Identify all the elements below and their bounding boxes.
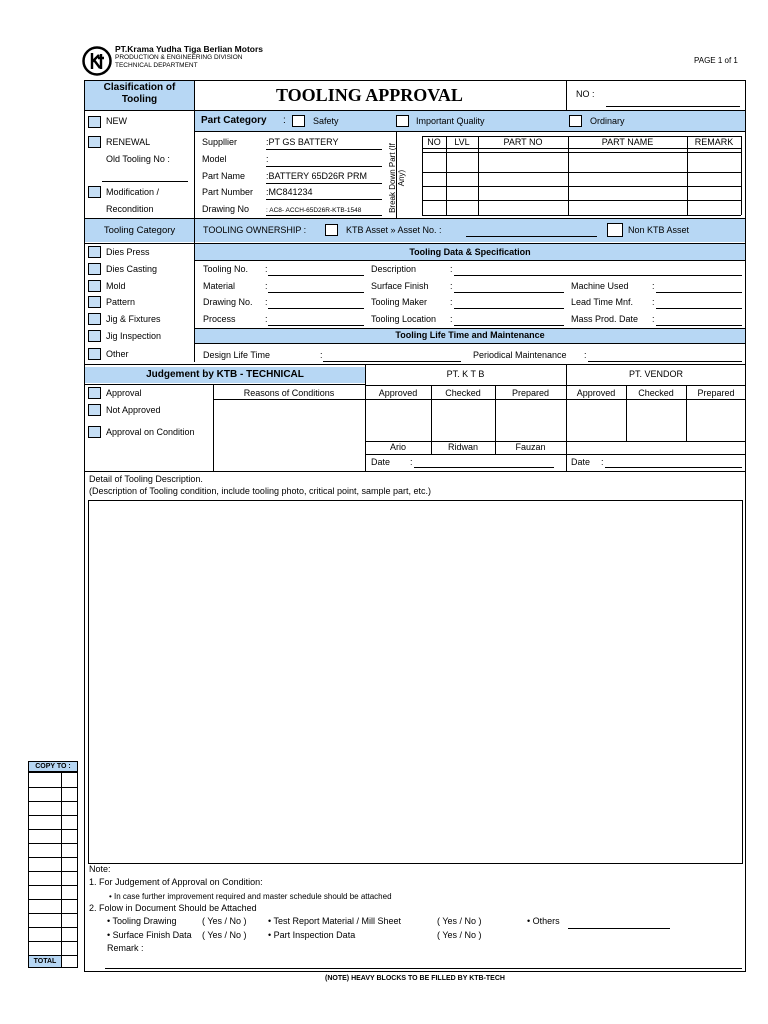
breakdown-vertical-label: Break Down Part (If Any) <box>388 143 406 213</box>
model-value[interactable]: : <box>266 154 269 164</box>
mass-prod-date-field[interactable] <box>656 325 742 326</box>
note-1: 1. For Judgement of Approval on Condition: <box>89 877 263 887</box>
ktb-signer-approved: Ario <box>389 442 406 452</box>
tooling-maker-label: Tooling Maker <box>371 297 428 307</box>
mass-prod-date-label: Mass Prod. Date <box>571 314 639 324</box>
vendor-prepared: Prepared <box>697 388 735 398</box>
approval-on-condition-checkbox[interactable] <box>88 426 101 438</box>
ordinary-label: Ordinary <box>590 116 625 126</box>
jig-fixtures-label: Jig & Fixtures <box>106 314 161 324</box>
ktb-heading: PT. K T B <box>446 369 485 379</box>
tooling-drawing-label: • Tooling Drawing <box>107 916 177 926</box>
ownership-label: TOOLING OWNERSHIP : <box>203 225 307 235</box>
material-label: Material <box>203 281 236 291</box>
approval-label: Approval <box>106 388 142 398</box>
detail-line1: Detail of Tooling Description. <box>89 474 203 484</box>
not-approved-label: Not Approved <box>106 405 161 415</box>
vendor-date-label: Date <box>571 457 591 467</box>
life-heading: Tooling Life Time and Maintenance <box>395 330 545 340</box>
tooling-maker-field[interactable] <box>454 308 564 309</box>
non-ktb-asset-label: Non KTB Asset <box>628 225 690 235</box>
test-report-yes-no[interactable]: ( Yes / No ) <box>437 916 482 926</box>
breakdown-header-no: NO <box>427 137 441 147</box>
part-inspection-yes-no[interactable]: ( Yes / No ) <box>437 930 482 940</box>
remark-label: Remark : <box>107 943 144 953</box>
part-inspection-label: • Part Inspection Data <box>268 930 356 940</box>
ktb-approved: Approved <box>378 388 418 398</box>
safety-checkbox[interactable] <box>292 115 305 127</box>
asset-no-field[interactable] <box>466 236 597 237</box>
part-number-value[interactable]: :MC841234 <box>266 187 313 197</box>
process-field[interactable] <box>268 325 364 326</box>
new-checkbox[interactable] <box>88 116 101 128</box>
process-label: Process <box>203 314 236 324</box>
note-1a: • In case further improvement required and master schedule should be attached <box>109 892 392 901</box>
ktb-signer-prepared: Fauzan <box>515 442 546 452</box>
ktb-checked: Checked <box>445 388 481 398</box>
breakdown-header-partname: PART NAME <box>601 137 654 147</box>
part-category-label: Part Category <box>201 115 267 126</box>
dies-casting-checkbox[interactable] <box>88 263 101 275</box>
spec-heading: Tooling Data & Specification <box>409 247 531 257</box>
lead-time-field[interactable] <box>656 308 742 309</box>
drawing-no2-field[interactable] <box>268 308 364 309</box>
recondition-label: Recondition <box>106 204 154 214</box>
old-tooling-label: Old Tooling No : <box>106 154 170 164</box>
breakdown-header-lvl: LVL <box>454 137 470 147</box>
no-label: NO : <box>576 89 595 99</box>
others-field[interactable] <box>568 928 670 929</box>
detail-line2: (Description of Tooling condition, include tooling photo, critical point, sample part, etc.) <box>89 486 432 496</box>
supplier-value[interactable]: :PT GS BATTERY <box>266 137 339 147</box>
classification-heading: Clasification of Tooling <box>103 82 176 105</box>
ktb-date-label: Date <box>371 457 391 467</box>
important-quality-label: Important Quality <box>416 116 485 126</box>
ktb-asset-label: KTB Asset » Asset No. : <box>346 225 442 235</box>
department-name: TECHNICAL DEPARTMENT <box>115 62 198 69</box>
reasons-heading: Reasons of Conditions <box>243 388 335 398</box>
tooling-location-label: Tooling Location <box>371 314 437 324</box>
description-label: Description <box>371 264 417 274</box>
other-label: Other <box>106 349 129 359</box>
old-tooling-field[interactable] <box>102 181 188 182</box>
safety-label: Safety <box>313 116 339 126</box>
machine-used-field[interactable] <box>656 292 742 293</box>
vendor-date-field[interactable] <box>605 467 742 468</box>
company-logo <box>82 46 112 76</box>
new-label: NEW <box>106 116 127 126</box>
part-number-label: Part Number <box>202 187 254 197</box>
other-checkbox[interactable] <box>88 348 101 360</box>
total-label: TOTAL <box>33 958 57 965</box>
others-label: • Others <box>527 916 560 926</box>
vendor-checked: Checked <box>638 388 674 398</box>
jig-inspection-checkbox[interactable] <box>88 330 101 342</box>
division-name: PRODUCTION & ENGINEERING DIVISION <box>115 54 243 61</box>
test-report-label: • Test Report Material / Mill Sheet <box>268 916 402 926</box>
note-2: 2. Folow in Document Should be Attached <box>89 903 257 913</box>
tooling-location-field[interactable] <box>454 325 564 326</box>
approval-on-condition-label: Approval on Condition <box>106 427 195 437</box>
form-title: TOOLING APPROVAL <box>276 85 463 105</box>
machine-used-label: Machine Used <box>571 281 629 291</box>
breakdown-header-remark: REMARK <box>694 137 734 147</box>
mold-label: Mold <box>106 281 126 291</box>
company-name: PT.Krama Yudha Tiga Berlian Motors <box>115 44 264 54</box>
surface-finish-yes-no[interactable]: ( Yes / No ) <box>202 930 247 940</box>
mold-checkbox[interactable] <box>88 280 101 292</box>
copy-to-heading: COPY TO : <box>35 763 71 770</box>
design-life-label: Design Life Time <box>203 350 271 360</box>
pattern-label: Pattern <box>106 297 136 307</box>
breakdown-header-partno: PART NO <box>503 137 543 147</box>
part-name-label: Part Name <box>202 171 246 181</box>
tooling-drawing-yes-no[interactable]: ( Yes / No ) <box>202 916 247 926</box>
model-label: Model <box>202 154 227 164</box>
ktb-prepared: Prepared <box>511 388 550 398</box>
design-life-field[interactable] <box>323 361 461 362</box>
material-field[interactable] <box>268 292 364 293</box>
renewal-label: RENEWAL <box>106 137 151 147</box>
dies-press-label: Dies Press <box>106 247 150 257</box>
important-quality-checkbox[interactable] <box>396 115 409 127</box>
periodical-label: Periodical Maintenance <box>473 350 567 360</box>
periodical-field[interactable] <box>588 361 742 362</box>
ordinary-checkbox[interactable] <box>569 115 582 127</box>
approval-checkbox[interactable] <box>88 387 101 399</box>
ktb-signer-checked: Ridwan <box>447 442 478 452</box>
vendor-heading: PT. VENDOR <box>628 369 683 379</box>
surface-finish-field[interactable] <box>454 292 564 293</box>
dies-press-checkbox[interactable] <box>88 246 101 258</box>
drawing-no-label: Drawing No <box>202 204 250 214</box>
remark-field[interactable] <box>105 968 742 969</box>
drawing-no-value[interactable]: : AC8- ACCH-65D26R-KTB-1548 <box>266 207 362 214</box>
note-label: Note: <box>89 864 111 874</box>
not-approved-checkbox[interactable] <box>88 404 101 416</box>
drawing-no2-label: Drawing No. <box>203 297 253 307</box>
part-name-value[interactable]: :BATTERY 65D26R PRM <box>266 171 368 181</box>
lead-time-label: Lead Time Mnf. <box>571 297 634 307</box>
surface-finish-data-label: • Surface Finish Data <box>107 930 192 940</box>
tooling-no-label: Tooling No. <box>203 264 249 274</box>
non-ktb-asset-checkbox[interactable] <box>607 223 623 237</box>
page-indicator: PAGE 1 of 1 <box>694 56 738 65</box>
no-field[interactable] <box>606 106 740 107</box>
jig-fixtures-checkbox[interactable] <box>88 313 101 325</box>
renewal-checkbox[interactable] <box>88 136 101 148</box>
detail-area[interactable] <box>88 500 743 864</box>
modification-label: Modification / <box>106 187 160 197</box>
vendor-approved: Approved <box>576 388 616 398</box>
dies-casting-label: Dies Casting <box>106 264 158 274</box>
supplier-label: Suppllier <box>202 137 238 147</box>
ktb-asset-checkbox[interactable] <box>325 224 338 236</box>
tooling-category-heading: Tooling Category <box>103 225 176 236</box>
description-field[interactable] <box>454 275 742 276</box>
judgement-heading: Judgement by KTB - TECHNICAL <box>146 369 304 380</box>
footer-note: (NOTE) HEAVY BLOCKS TO BE FILLED BY KTB-TECH <box>325 975 505 982</box>
tooling-no-field[interactable] <box>268 275 364 276</box>
ktb-date-field[interactable] <box>414 467 554 468</box>
modification-checkbox[interactable] <box>88 186 101 198</box>
jig-inspection-label: Jig Inspection <box>106 331 162 341</box>
surface-finish-label: Surface Finish <box>371 281 429 291</box>
pattern-checkbox[interactable] <box>88 296 101 308</box>
